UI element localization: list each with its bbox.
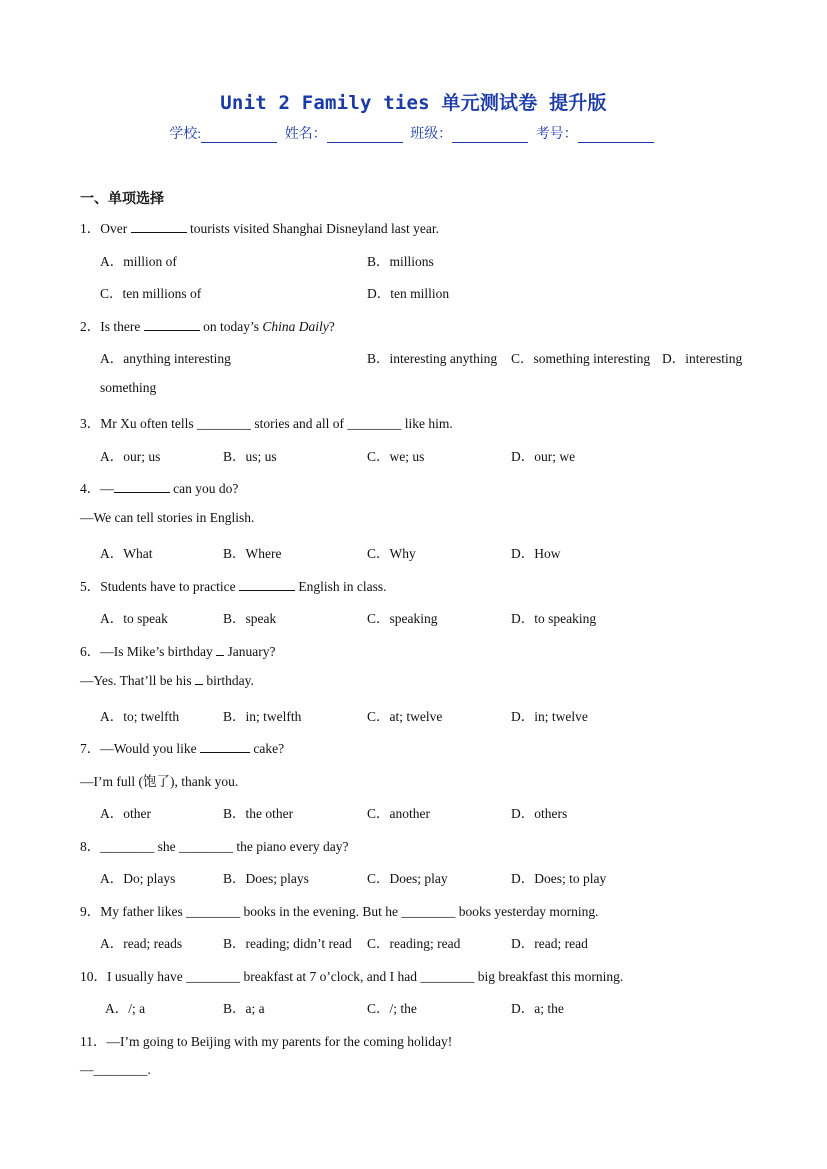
question-text: I usually have ________ breakfast at 7 o’clock, and I had ________ big breakfast this morning. bbox=[107, 969, 624, 984]
number-blank[interactable] bbox=[578, 128, 654, 143]
dialogue-reply bbox=[80, 672, 254, 689]
question-number: 10． bbox=[80, 969, 107, 984]
question-text: My father likes ________ books in the evening. But he ________ books yesterday morning. bbox=[100, 904, 599, 919]
question-11 bbox=[80, 1030, 452, 1050]
question-number: 9． bbox=[80, 904, 101, 919]
question-1 bbox=[80, 217, 439, 237]
option-b[interactable]: B．millions bbox=[367, 254, 434, 269]
dialogue-reply: —I’m full (饱了), thank you. bbox=[80, 774, 239, 789]
option-c[interactable]: C．Why bbox=[367, 546, 416, 561]
question-9 bbox=[80, 900, 599, 920]
answer-blank bbox=[200, 740, 250, 753]
option-a[interactable]: A．anything interesting bbox=[100, 351, 231, 366]
option-b[interactable]: B．Does; plays bbox=[223, 871, 309, 886]
question-text: can you do? bbox=[173, 481, 239, 496]
question-text: —Would you like bbox=[100, 741, 197, 756]
question-text: Students have to practice bbox=[100, 579, 236, 594]
school-label: 学校: bbox=[169, 127, 202, 142]
question-10 bbox=[80, 965, 623, 985]
newspaper-name: China Daily bbox=[262, 319, 329, 334]
question-text: —Is Mike’s birthday bbox=[100, 644, 213, 659]
option-a[interactable]: A．to; twelfth bbox=[100, 709, 180, 724]
question-text: Mr Xu often tells ________ stories and all of ________ like him. bbox=[100, 416, 453, 431]
option-c[interactable]: C．at; twelve bbox=[367, 709, 443, 724]
option-b[interactable]: B．us; us bbox=[223, 449, 277, 464]
question-number: 8． bbox=[80, 839, 101, 854]
option-a[interactable]: A．read; reads bbox=[100, 936, 183, 951]
page-title: Unit 2 Family ties 单元测试卷 提升版 bbox=[220, 92, 607, 114]
class-label: 班级： bbox=[410, 127, 453, 142]
option-d[interactable]: D．read; read bbox=[511, 936, 588, 951]
option-b[interactable]: B．interesting anything bbox=[367, 351, 498, 366]
question-text: —Yes. That’ll be his bbox=[80, 673, 192, 688]
option-c[interactable]: C．another bbox=[367, 806, 430, 821]
option-d[interactable]: D．ten million bbox=[367, 286, 450, 301]
question-text: —I’m going to Beijing with my parents for the coming holiday! bbox=[106, 1034, 453, 1049]
number-label: 考号： bbox=[535, 127, 578, 142]
dialogue-reply: —________. bbox=[80, 1062, 151, 1077]
class-blank[interactable] bbox=[452, 128, 528, 143]
option-a[interactable]: A．to speak bbox=[100, 611, 168, 626]
option-b[interactable]: B．in; twelfth bbox=[223, 709, 302, 724]
question-number: 3． bbox=[80, 416, 101, 431]
option-b[interactable]: B．speak bbox=[223, 611, 277, 626]
question-number: 4． bbox=[80, 481, 101, 496]
question-7 bbox=[80, 737, 284, 757]
name-blank[interactable] bbox=[327, 128, 403, 143]
question-text: tourists visited Shanghai Disneyland last year. bbox=[190, 221, 439, 236]
answer-blank bbox=[131, 220, 187, 233]
question-2 bbox=[80, 315, 335, 335]
option-c[interactable]: C．ten millions of bbox=[100, 286, 202, 301]
question-text: ________ she ________ the piano every day? bbox=[100, 839, 349, 854]
student-info-line bbox=[0, 123, 827, 143]
option-d-wrap: something bbox=[100, 380, 157, 395]
question-text: Is there bbox=[100, 319, 141, 334]
question-text: ? bbox=[328, 319, 335, 334]
option-a[interactable]: A．our; us bbox=[100, 449, 161, 464]
option-b[interactable]: B．reading; didn’t read bbox=[223, 936, 352, 951]
answer-blank bbox=[239, 578, 295, 591]
option-c[interactable]: C．we; us bbox=[367, 449, 425, 464]
question-5 bbox=[80, 575, 386, 595]
option-c[interactable]: C．reading; read bbox=[367, 936, 461, 951]
option-b[interactable]: B．a; a bbox=[223, 1001, 265, 1016]
question-number: 1． bbox=[80, 221, 101, 236]
section-title: 一、单项选择 bbox=[80, 191, 164, 207]
option-d[interactable]: D．in; twelve bbox=[511, 709, 588, 724]
question-number: 5． bbox=[80, 579, 101, 594]
option-d[interactable]: D．a; the bbox=[511, 1001, 564, 1016]
question-text: January? bbox=[227, 644, 276, 659]
question-number: 7． bbox=[80, 741, 101, 756]
option-a[interactable]: A．other bbox=[100, 806, 151, 821]
answer-blank bbox=[216, 643, 224, 656]
option-d[interactable]: D．interesting bbox=[662, 351, 743, 366]
option-d[interactable]: D．Does; to play bbox=[511, 871, 607, 886]
option-d[interactable]: D．How bbox=[511, 546, 561, 561]
option-a[interactable]: A．Do; plays bbox=[100, 871, 176, 886]
question-text: Over bbox=[100, 221, 128, 236]
question-text: cake? bbox=[253, 741, 285, 756]
option-d[interactable]: D．our; we bbox=[511, 449, 576, 464]
question-text: — bbox=[100, 481, 114, 496]
question-number: 6． bbox=[80, 644, 101, 659]
option-d[interactable]: D．others bbox=[511, 806, 568, 821]
school-blank[interactable] bbox=[201, 128, 277, 143]
question-number: 2． bbox=[80, 319, 101, 334]
option-c[interactable]: C．/; the bbox=[367, 1001, 417, 1016]
option-d[interactable]: D．to speaking bbox=[511, 611, 597, 626]
option-c[interactable]: C．Does; play bbox=[367, 871, 448, 886]
question-4 bbox=[80, 477, 238, 497]
option-a[interactable]: A．million of bbox=[100, 254, 177, 269]
question-6 bbox=[80, 640, 275, 660]
answer-blank bbox=[114, 480, 170, 493]
answer-blank bbox=[144, 318, 200, 331]
question-3 bbox=[80, 412, 453, 432]
question-8 bbox=[80, 835, 348, 855]
question-text: English in class. bbox=[298, 579, 387, 594]
name-label: 姓名： bbox=[284, 127, 327, 142]
answer-blank bbox=[195, 672, 203, 685]
option-c[interactable]: C．something interesting bbox=[511, 351, 651, 366]
option-a[interactable]: A．/; a bbox=[105, 1001, 146, 1016]
option-a[interactable]: A．What bbox=[100, 546, 153, 561]
question-number: 11． bbox=[80, 1034, 107, 1049]
option-b[interactable]: B．Where bbox=[223, 546, 282, 561]
question-text: on today’s bbox=[203, 319, 259, 334]
question-text: birthday. bbox=[206, 673, 254, 688]
option-b[interactable]: B．the other bbox=[223, 806, 294, 821]
option-c[interactable]: C．speaking bbox=[367, 611, 438, 626]
dialogue-reply: —We can tell stories in English. bbox=[80, 510, 255, 525]
